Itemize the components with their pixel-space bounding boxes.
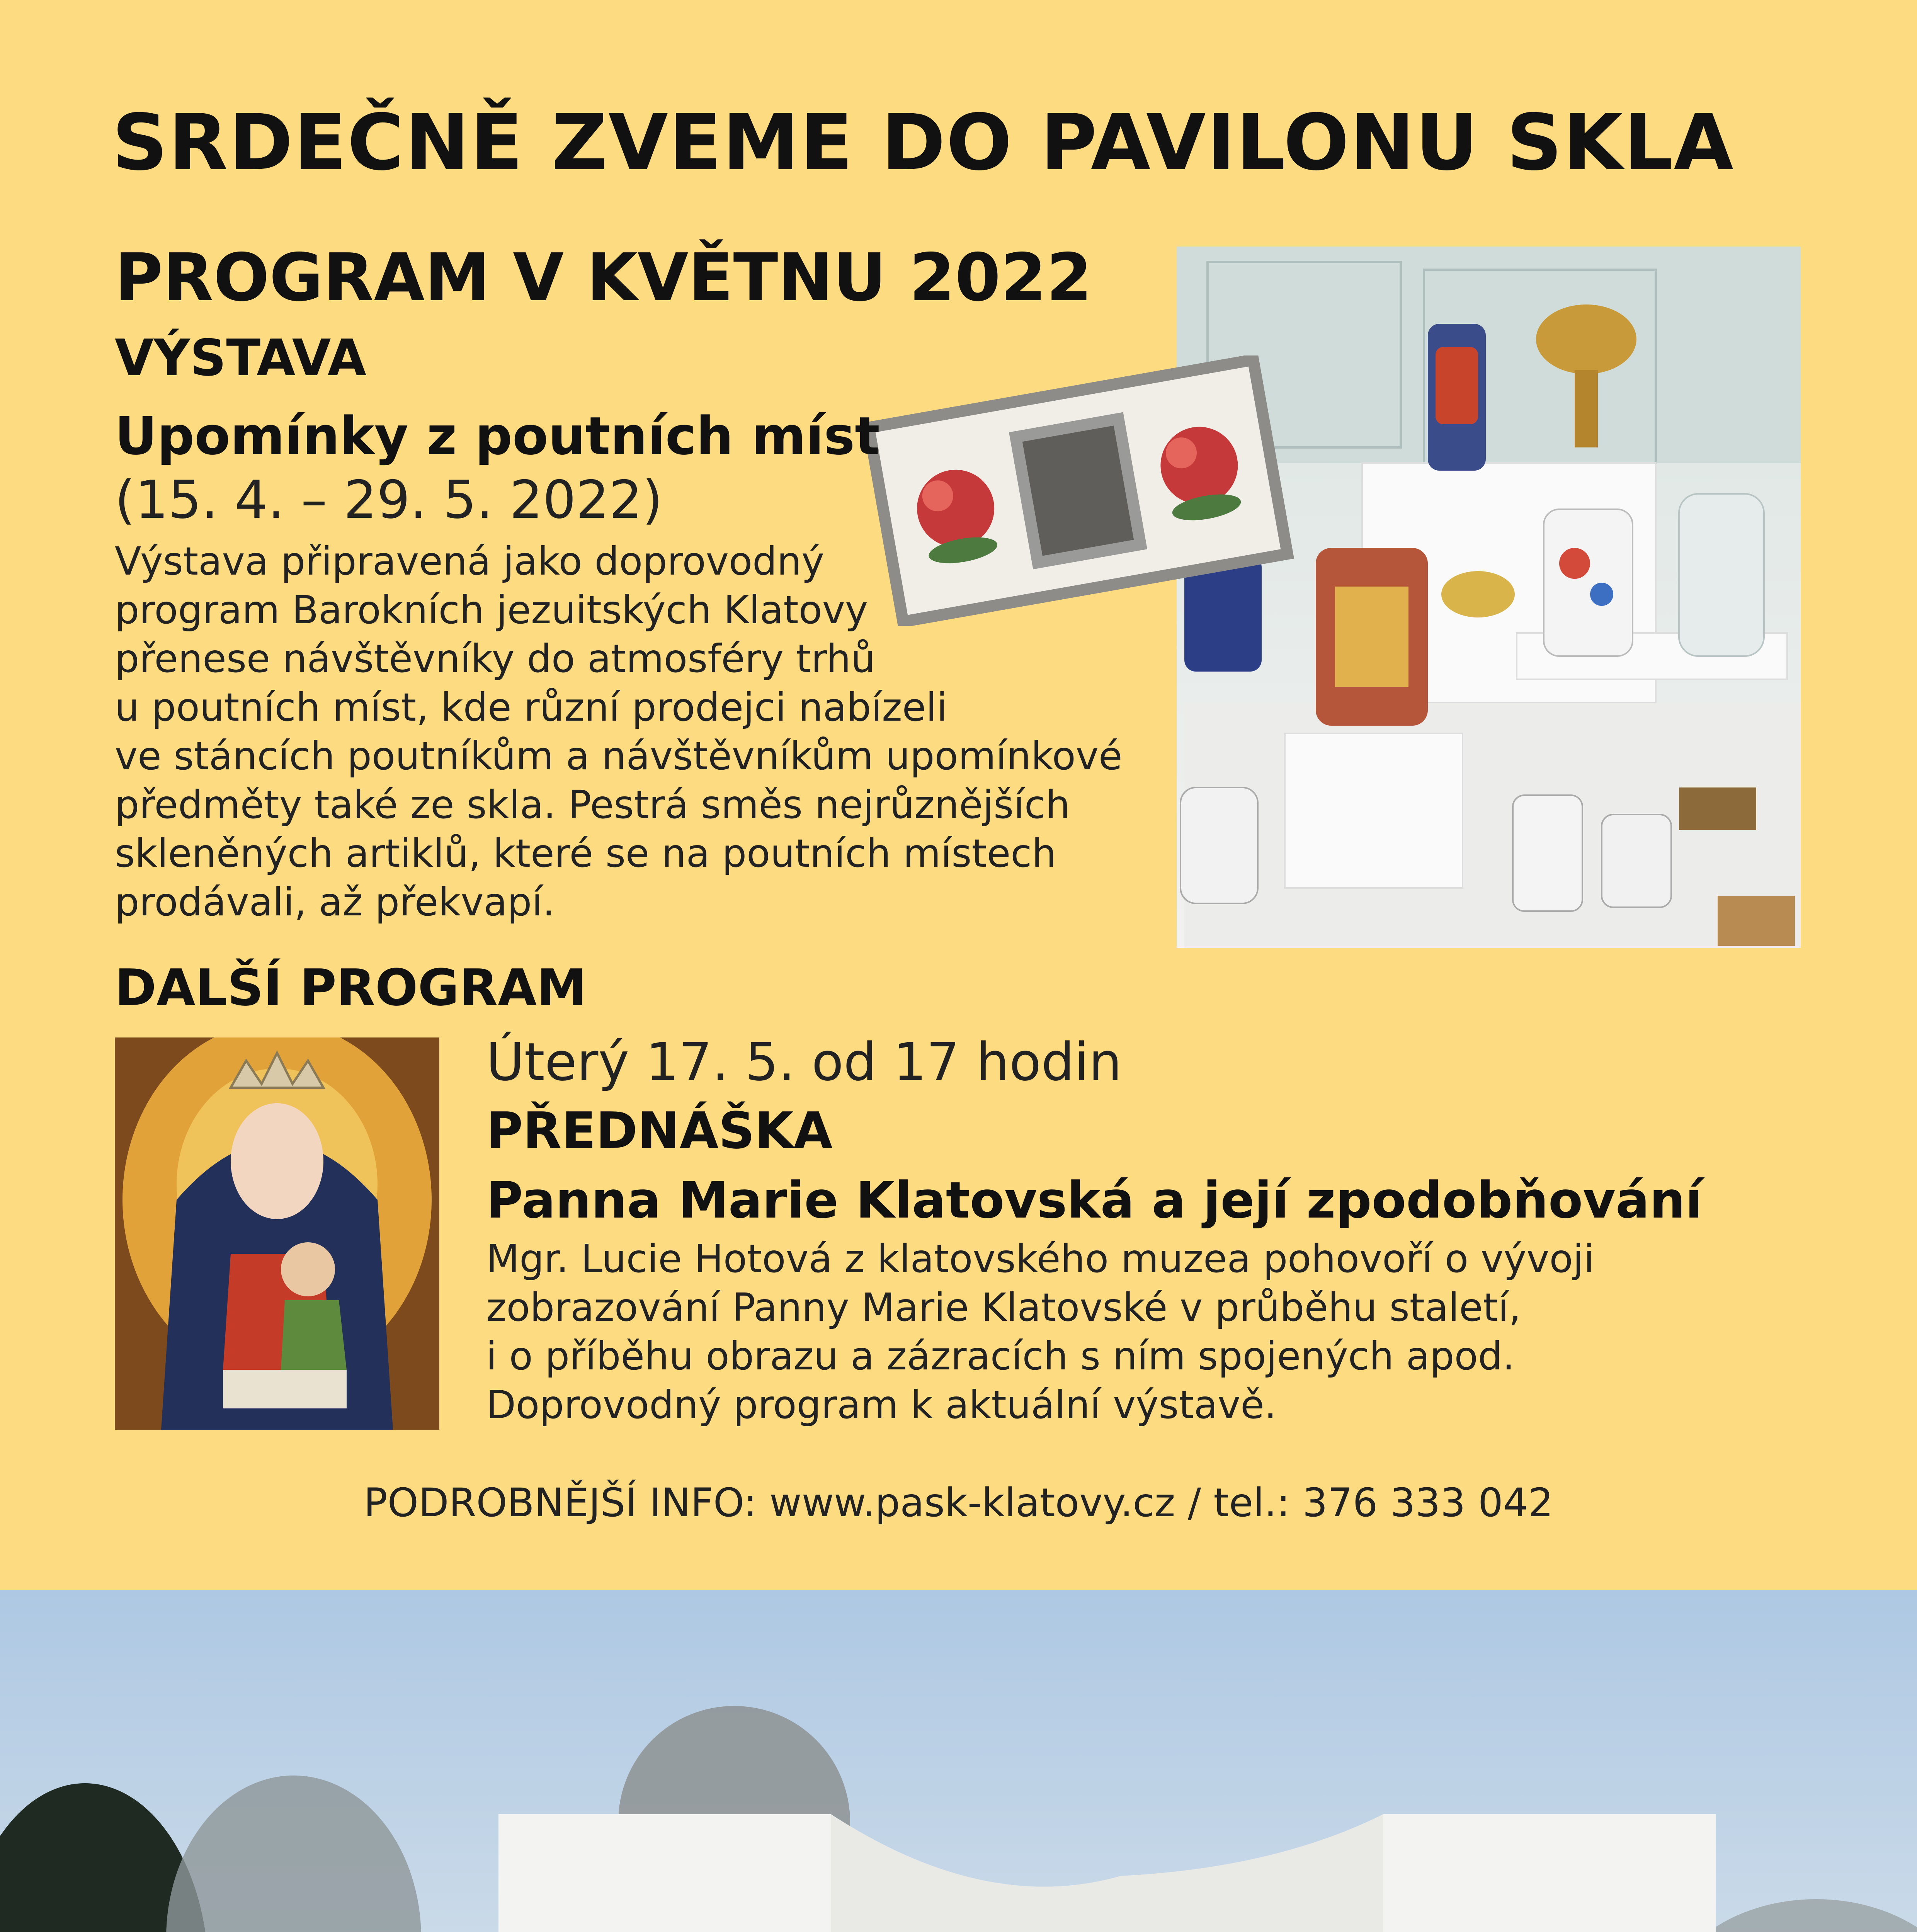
exhibition-description-line: u poutních míst, kde různí prodejci nabízeli [115,685,947,730]
exhibition-title: Upomínky z poutních míst [115,406,880,466]
exhibition-description-line: skleněných artiklů, které se na poutních místech [115,831,1056,876]
madonna-painting [115,1037,439,1430]
exhibition-dates: (15. 4. – 29. 5. 2022) [115,469,663,530]
event-description [486,1235,1800,1429]
page-title: SRDEČNĚ ZVEME DO PAVILONU SKLA [112,98,1735,188]
program-heading: PROGRAM V KVĚTNU 2022 [115,240,1092,316]
event-description-line: zobrazování Panny Marie Klatovské v průběhu staletí, [486,1285,1521,1330]
event-description-line: Mgr. Lucie Hotová z klatovského muzea pohovoří o vývoji [486,1236,1595,1281]
event-title: Panna Marie Klatovská a její zpodobňování [486,1171,1703,1230]
exhibition-label: VÝSTAVA [115,328,367,387]
exhibition-description-line: prodávali, až překvapí. [115,879,555,925]
contact-info: PODROBNĚJŠÍ INFO: www.pask-klatovy.cz / tel.: 376 333 042 [364,1480,1553,1526]
event-description-line: Doprovodný program k aktuální výstavě. [486,1382,1277,1427]
exhibition-description-line: Výstava připravená jako doprovodný [115,539,825,584]
exhibition-description-line: program Barokních jezuitských Klatovy [115,587,868,633]
event-kind: PŘEDNÁŠKA [486,1101,833,1160]
exhibition-description-line: přenese návštěvníky do atmosféry trhů [115,636,876,681]
event-description-line: i o příběhu obrazu a zázracích s ním spojených apod. [486,1333,1515,1379]
exhibition-description-line: ve stáncích poutníkům a návštěvníkům upomínkové [115,733,1123,779]
exhibition-description-line: předměty také ze skla. Pestrá směs nejrůznějších [115,782,1070,827]
pavilion-photo [0,1590,1917,1932]
event-date: Úterý 17. 5. od 17 hodin [486,1032,1122,1092]
exhibition-description [115,537,1158,927]
further-program-heading: DALŠÍ PROGRAM [115,958,587,1017]
